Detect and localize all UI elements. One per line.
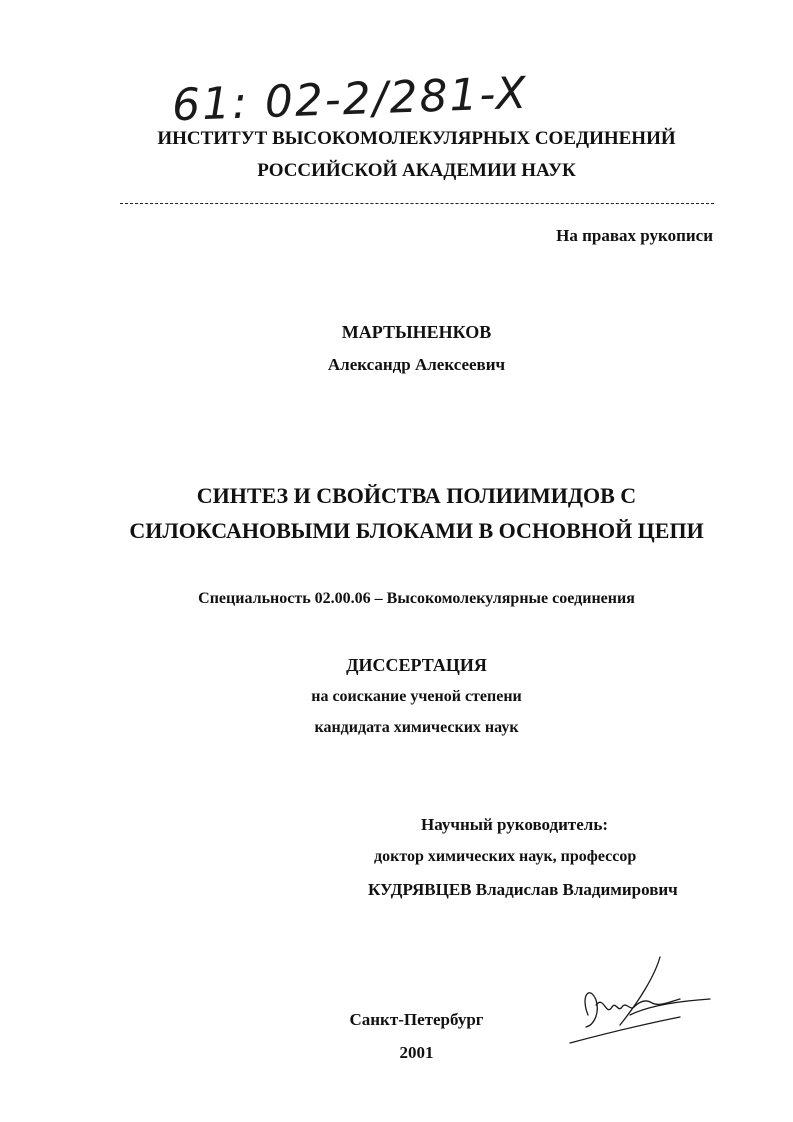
supervisor-label: Научный руководитель: xyxy=(421,815,608,834)
manuscript-note: На правах рукописи xyxy=(556,226,713,245)
year: 2001 xyxy=(399,1043,434,1062)
header-divider xyxy=(120,203,714,204)
place: Санкт-Петербург xyxy=(349,1010,484,1029)
degree-purpose-line-1: на соискание ученой степени xyxy=(311,688,522,705)
degree-purpose-line-2: кандидата химических наук xyxy=(314,719,519,736)
supervisor-degree: доктор химических наук, профессор xyxy=(374,848,637,865)
dissertation-label: ДИССЕРТАЦИЯ xyxy=(346,655,487,675)
archive-code-handwritten: 61: 02-2/281-X xyxy=(171,67,529,132)
author-given-names: Александр Алексеевич xyxy=(327,355,506,374)
supervisor-name: КУДРЯВЦЕВ Владислав Владимирович xyxy=(368,880,678,899)
specialty: Специальность 02.00.06 – Высокомолекулярные соединения xyxy=(198,590,635,607)
academy-name: РОССИЙСКОЙ АКАДЕМИИ НАУК xyxy=(257,160,576,181)
author-surname: МАРТЫНЕНКОВ xyxy=(341,322,492,342)
dissertation-title-line-2: СИЛОКСАНОВЫМИ БЛОКАМИ В ОСНОВНОЙ ЦЕПИ xyxy=(129,518,704,543)
dissertation-title-line-1: СИНТЕЗ И СВОЙСТВА ПОЛИИМИДОВ С xyxy=(196,483,637,508)
institute-name: ИНСТИТУТ ВЫСОКОМОЛЕКУЛЯРНЫХ СОЕДИНЕНИЙ xyxy=(157,128,676,149)
